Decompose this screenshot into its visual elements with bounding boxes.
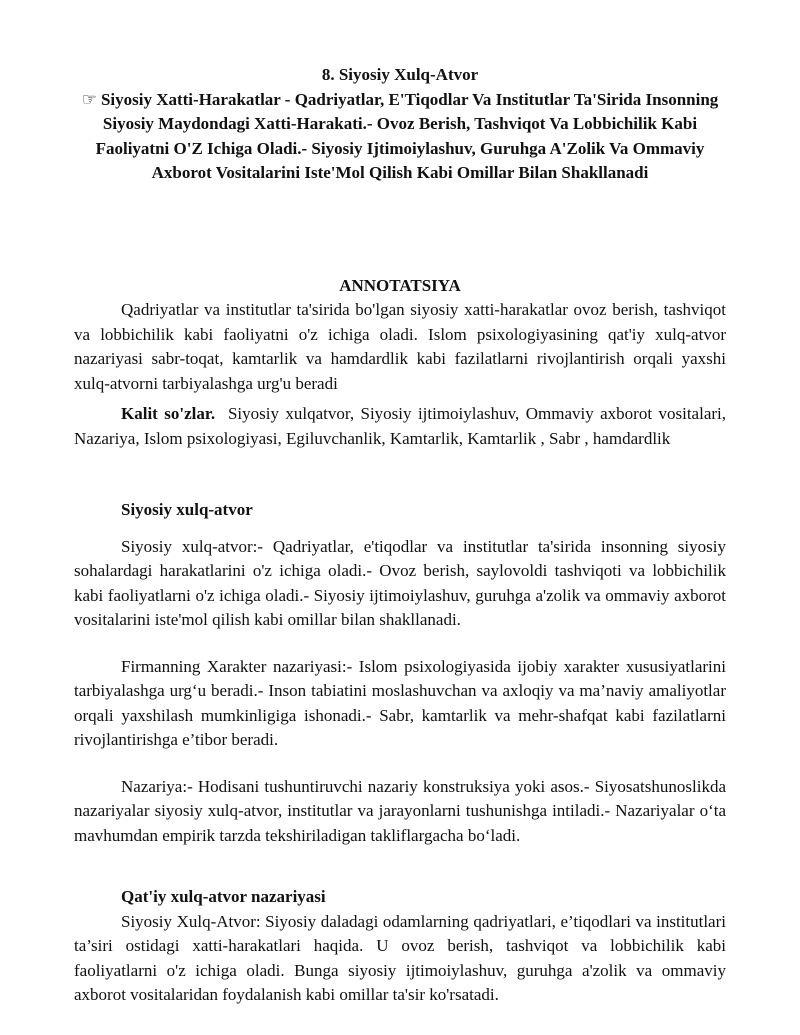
section-paragraph: Siyosiy Xulq-Atvor: Siyosiy daladagi odamlarning qadriyatlari, e’tiqodlari va institutlari ta’siri ostidagi xatti-harakatlari haqida. U ovoz berish, tashviqot va lobbichilik kabi faoliyatlarni o'z ichiga oladi. Bunga siyosiy ijtimoiylashuv, guruhga a'zolik va ommaviy axborot vositalaridan foydalanish kabi omillar ta'sir ko'rsatadi. (74, 911, 726, 1004)
keywords-text: Siyosiy xulqatvor, Siyosiy ijtimoiylashuv, Ommaviy axborot vositalari, Nazariya, Islom psixologiyasi, Egiluvchanlik, Kamtarlik, Kamtarlik , Sabr , hamdardlik (74, 404, 726, 448)
annotation-heading: ANNOTATSIYA (339, 275, 461, 295)
keywords-paragraph (74, 402, 726, 451)
document-title: 8. Siyosiy Xulq-Atvor (321, 65, 479, 84)
section-paragraph: Siyosiy xulq-atvor:- Qadriyatlar, e'tiqodlar va institutlar ta'sirida insonning siyosiy sohalardagi harakatlarini o'z ichiga oladi.- Ovoz berish, saylovoldi tashviqoti va lobbichilik kabi faoliyatlarni o'z ichiga oladi.- Siyosiy ijtimoiylashuv, guruhga a'zolik va ommaviy axborot vositalarini iste'mol qilish kabi omillar bilan shakllanadi. (74, 536, 726, 629)
document-subtitle (74, 88, 726, 186)
section-paragraph: Firmanning Xarakter nazariyasi:- Islom psixologiyasida ijobiy xarakter xususiyatlarini tarbiyalashga urg‘u beradi.- Inson tabiatini moslashuvchan va axloqiy va ma’naviy amaliyotlar orqali yaxshilash mumkinligiga ishonadi.- Sabr, kamtarlik va mehr-shafqat kabi fazilatlarni rivojlantirishga e’tibor beradi. (74, 656, 726, 749)
keywords-label: Kalit so'zlar. (121, 404, 216, 423)
section-paragraph: Nazariya:- Hodisani tushuntiruvchi nazariy konstruksiya yoki asos.- Siyosatshunoslikda nazariyalar siyosiy xulq-atvor, institutlar va jarayonlarni tushunishga intiladi.- Nazariyalar o‘ta mavhumdan empirik tarzda tekshiriladigan takliflargacha bo‘ladi. (74, 776, 726, 845)
title-block (74, 63, 726, 186)
section-heading: Qat'iy xulq-atvor nazariyasi (121, 887, 326, 906)
section-heading: Siyosiy xulq-atvor (121, 500, 253, 519)
subtitle-text: Siyosiy Xatti-Harakatlar - Qadriyatlar, E'Tiqodlar Va Institutlar Ta'Sirida Insonning Siyosiy Maydondagi Xatti-Harakati.- Ovoz Berish, Tashviqot Va Lobbichilik Kabi Faoliyatni O'Z Ichiga Oladi.- Siyosiy Ijtimoiylashuv, Guruhga A'Zolik Va Ommaviy Axborot Vositalarini Iste'Mol Qilish Kabi Omillar Bilan Shakllanadi (95, 89, 719, 182)
annotation-text: Qadriyatlar va institutlar ta'sirida bo'lgan siyosiy xatti-harakatlar ovoz berish, tashviqot va lobbichilik kabi faoliyatni o'z ichiga oladi. Islom psixologiyasining qat'iy xulq-atvor nazariyasi sabr-toqat, kamtarlik va hamdardlik kabi fazilatlarni rivojlantirish orqali yaxshi xulq-atvorni tarbiyalashga urg'u beradi (74, 300, 726, 393)
pointing-hand-icon: ☞ (81, 89, 97, 109)
